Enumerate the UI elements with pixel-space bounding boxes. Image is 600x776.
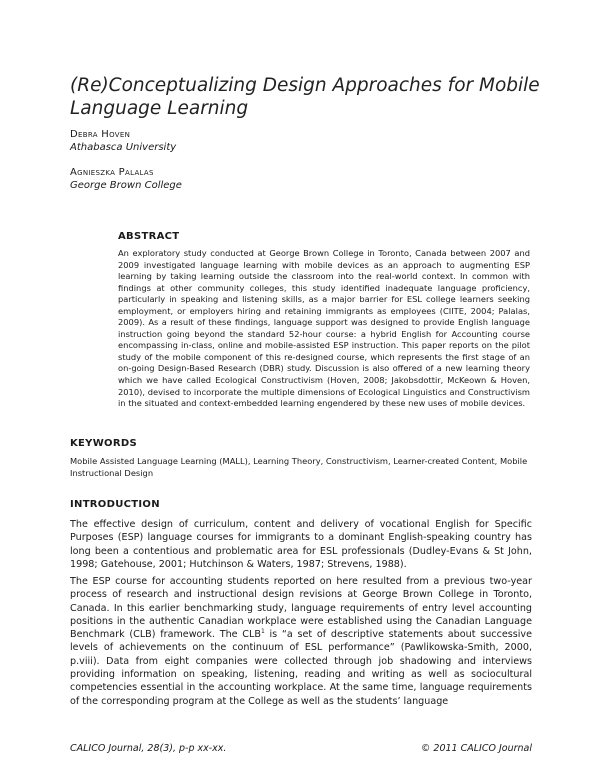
abstract-heading: ABSTRACT (118, 231, 180, 242)
intro-paragraph-2-part-a: The ESP course for accounting students reported on here resulted from a previous two-year process of research and instructional design revisions at George Brown College in Toronto, Canada. In this earlier benchmarking study, language requirements of entry level accounting positions in the authentic Canadian workplace were established using the Canadian Language Benchmark (CLB) framework. The CLB (70, 576, 532, 641)
journal-citation: CALICO Journal, 28(3), p-p xx-xx. (70, 743, 227, 754)
copyright-notice: © 2011 CALICO Journal (420, 743, 532, 754)
footnote-marker: 1 (260, 628, 265, 635)
keywords-heading: KEYWORDS (70, 438, 137, 449)
keywords-text: Mobile Assisted Language Learning (MALL), Learning Theory, Constructivism, Learner-created Content, Mobile Instructional Design (70, 456, 528, 478)
intro-paragraph-2 (70, 575, 532, 708)
paper-title: (Re)Conceptualizing Design Approaches for Mobile Language Learning (70, 75, 540, 119)
abstract-section (118, 231, 530, 410)
author-name: Debra Hoven (70, 129, 131, 140)
intro-paragraph-1: The effective design of curriculum, content and delivery of vocational English for Specific Purposes (ESP) language courses for immigrants to a dominant English-speaking country has long been a contentious and problematic area for ESL professionals (Dudley-Evans & St John, 1998; Gatehouse, 2001; Hutchinson & Waters, 1987; Strevens, 1988). (70, 519, 532, 570)
introduction-heading: INTRODUCTION (70, 499, 160, 510)
abstract-text: An exploratory study conducted at George Brown College in Toronto, Canada between 2007 and 2009 investigated language learning with mobile devices as an approach to augmenting ESP learning by taking learning outside the classroom into the real-world context. In common with findings at other community colleges, this study identified inadequate language proficiency, particularly in speaking and listening skills, as a major barrier for ESL college learners seeking employment, or employers hiring and retaining immigrants as employees (CIITE, 2004; Palalas, 2009). As a result of these findings, language support was designed to provide English language instruction going beyond the standard 52-hour course: a hybrid English for Accounting course encompassing in-class, online and mobile-assisted ESP instruction. This paper reports on the pilot study of the mobile component of this re-designed course, which represents the first stage of an on-going Design-Based Research (DBR) study. Discussion is also offered of a new learning theory which we have called Ecological Constructivism (Hoven, 2008; Jakobsdottir, McKeown & Hoven, 2010), devised to incorporate the multiple dimensions of Ecological Linguistics and Constructivism in the situated and context-embedded learning engendered by these new uses of mobile devices. (118, 248, 530, 409)
author-2 (70, 166, 182, 192)
intro-paragraph-2-part-b: is “a set of descriptive statements about successive levels of achievements on the continuum of ESL performance” (Pawlikowska-Smith, 2000, p.viii). Data from eight companies were collected through job shadowing and interviews providing information on speaking, listening, reading and writing as well as sociocultural competencies essential in the accounting workplace. At the same time, language requirements of the corresponding program at the College as well as the students’ language (70, 629, 532, 707)
author-affiliation: George Brown College (70, 180, 182, 191)
author-1 (70, 128, 176, 154)
author-affiliation: Athabasca University (70, 142, 177, 153)
author-name: Agnieszka Palalas (70, 167, 154, 178)
